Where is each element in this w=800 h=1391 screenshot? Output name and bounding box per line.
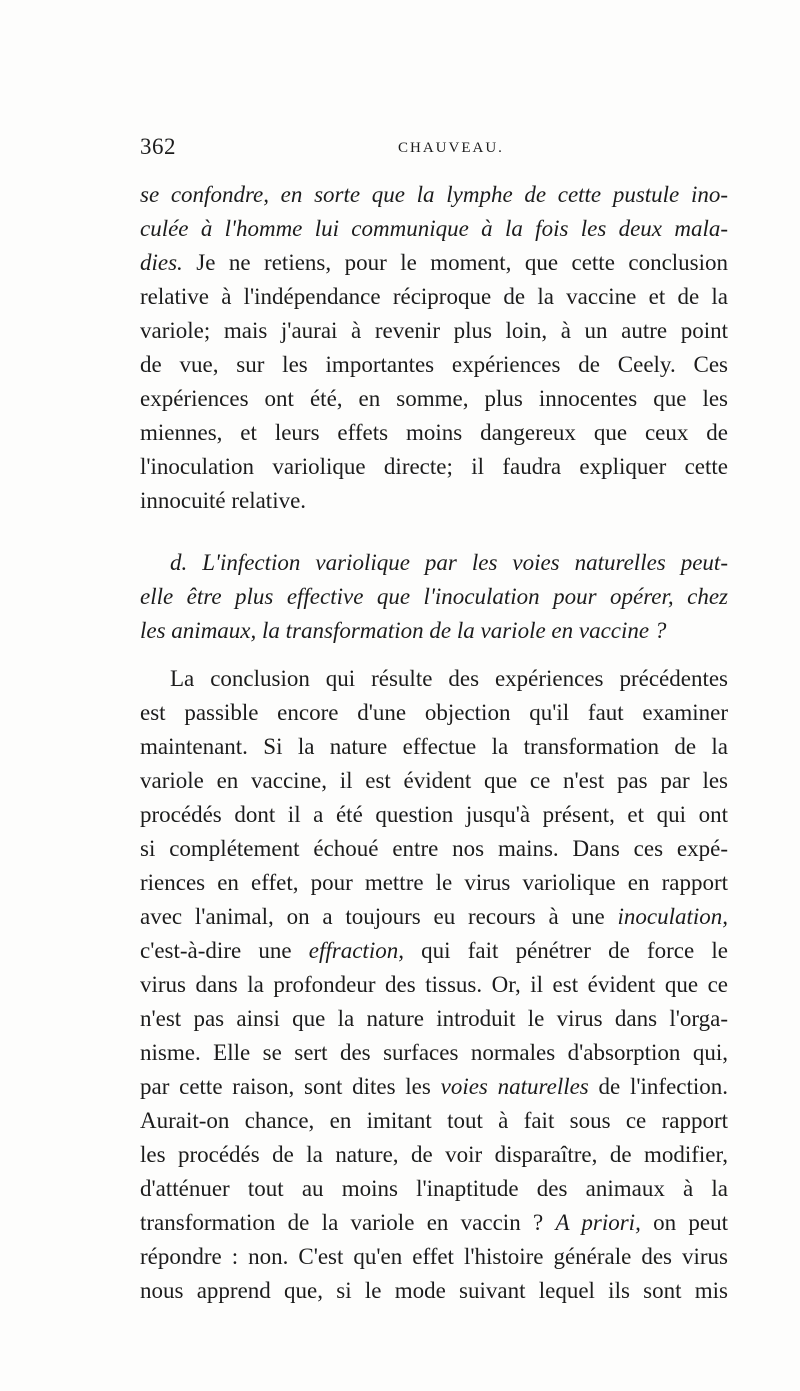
text-line [140, 1206, 728, 1240]
text-span: on peut [653, 1210, 728, 1235]
section-heading-line: les animaux, la transformation de la variole en vaccine ? [140, 618, 667, 643]
italic-text: dies. [140, 250, 183, 275]
text-line: les procédés de la nature, de voir disparaître, de modifier, [140, 1142, 728, 1167]
text-line: miennes, et leurs effets moins dangereux que ceux de [140, 420, 728, 445]
text-line: culée à l'homme lui communique à la fois les deux mala- [140, 216, 728, 241]
text-line: La conclusion qui résulte des expériences précédentes [170, 666, 728, 691]
section-gap [140, 648, 728, 662]
text-line [140, 1070, 728, 1104]
text-line: variole; mais j'aurai à revenir plus loin, à un autre point [140, 318, 728, 343]
text-line: expériences ont été, en somme, plus innocentes que les [140, 386, 728, 411]
text-span: de l'infection. [598, 1074, 729, 1099]
body-text [140, 178, 728, 1308]
text-line: maintenant. Si la nature effectue la transformation de la [140, 734, 728, 759]
section-heading-line: elle être plus effective que l'inoculation pour opérer, chez [140, 584, 728, 609]
text-span: qui fait pénétrer de force le [421, 938, 728, 963]
text-line: est passible encore d'une objection qu'il faut examiner [140, 700, 728, 725]
section-heading-line: d. L'infection variolique par les voies naturelles peut- [170, 550, 728, 575]
text-span: avec l'animal, on a toujours eu recours à une [140, 904, 605, 929]
text-line: Aurait-on chance, en imitant tout à fait sous ce rapport [140, 1108, 728, 1133]
running-head: CHAUVEAU. [398, 140, 504, 156]
page-number: 362 [140, 134, 176, 159]
text-span: par cette raison, sont dites les [140, 1074, 431, 1099]
text-span: Je ne retiens, pour le moment, que cette conclusion [196, 250, 729, 275]
text-line: procédés dont il a été question jusqu'à présent, et qui ont [140, 802, 728, 827]
text-line [140, 246, 728, 280]
text-line: riences en effet, pour mettre le virus variolique en rapport [140, 870, 728, 895]
text-line: de vue, sur les importantes expériences de Ceely. Ces [140, 352, 728, 377]
italic-text: inoculation, [617, 904, 728, 929]
page-header [140, 134, 730, 174]
text-line [140, 900, 728, 934]
text-line: nisme. Elle se sert des surfaces normales d'absorption qui, [140, 1040, 728, 1065]
text-line: n'est pas ainsi que la nature introduit le virus dans l'orga- [140, 1006, 728, 1031]
text-line: relative à l'indépendance réciproque de la vaccine et de la [140, 284, 728, 309]
text-line: se confondre, en sorte que la lymphe de cette pustule ino- [140, 182, 728, 207]
text-line [140, 934, 728, 968]
text-line: virus dans la profondeur des tissus. Or, il est évident que ce [140, 972, 728, 997]
text-line: nous apprend que, si le mode suivant lequel ils sont mis [140, 1278, 728, 1303]
italic-text: effraction, [308, 938, 404, 963]
italic-text: A priori, [555, 1210, 641, 1235]
italic-text: voies naturelles [440, 1074, 589, 1099]
section-gap [140, 518, 728, 546]
text-line: répondre : non. C'est qu'en effet l'histoire générale des virus [140, 1244, 728, 1269]
text-line: l'inoculation variolique directe; il faudra expliquer cette [140, 454, 728, 479]
text-span: transformation de la variole en vaccin ? [140, 1210, 544, 1235]
text-line: innocuité relative. [140, 488, 307, 513]
text-line: d'atténuer tout au moins l'inaptitude des animaux à la [140, 1176, 728, 1201]
text-line: variole en vaccine, il est évident que ce n'est pas par les [140, 768, 728, 793]
text-line: si complétement échoué entre nos mains. Dans ces expé- [140, 836, 728, 861]
text-span: c'est-à-dire une [140, 938, 292, 963]
